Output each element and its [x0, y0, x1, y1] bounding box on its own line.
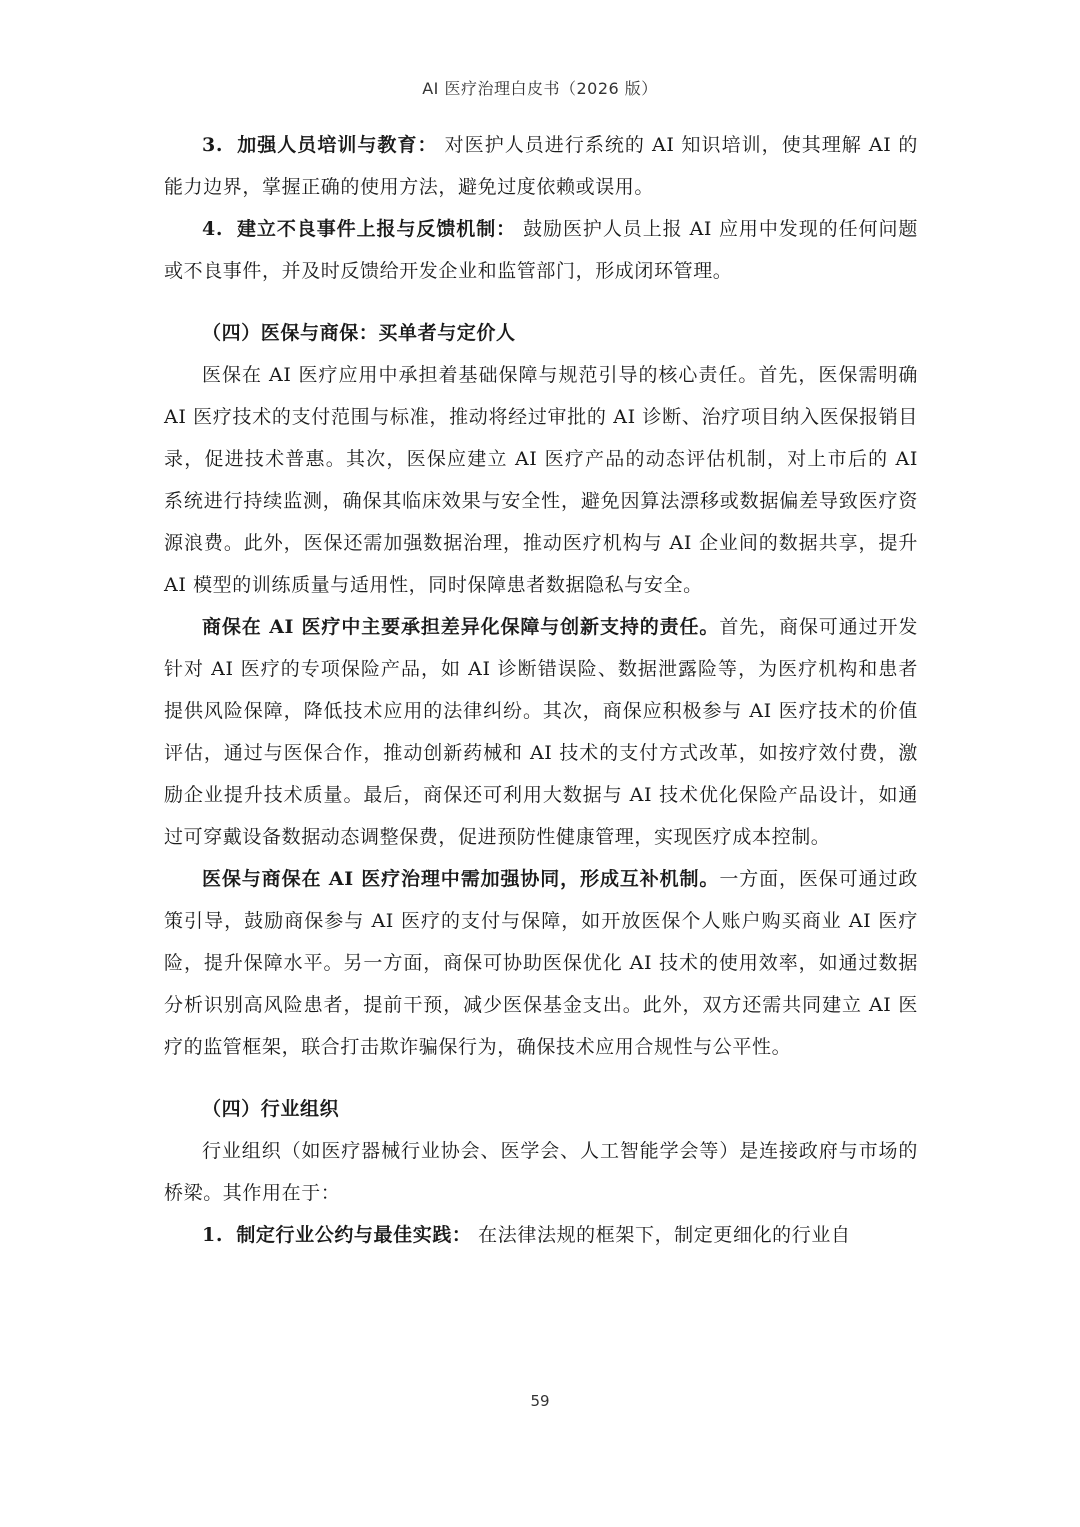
paragraph-text: 首先，商保可通过开发针对 AI 医疗的专项保险产品，如 AI 诊断错误险、数据泄露险等，为医疗机构和患者提供风险保障，降低技术应用的法律纠纷。其次，商保应积极参与 AI 医疗技术的价值评估，通过与医保合作，推动创新药械和 AI 技术的支付方式改革，如按疗效付费，激励企业提升技术质量。最后，商保还可利用大数据与 AI 技术优化保险产品设计，如通过可穿戴设备数据动态调整保费，促进预防性健康管理，实现医疗成本控制。: [164, 616, 918, 848]
section-heading-industry: （四）行业组织: [202, 1098, 340, 1120]
list-item-industry-conventions: [164, 1214, 918, 1256]
paragraph-insurance-collaboration: [164, 858, 918, 1068]
list-item-title: 建立不良事件上报与反馈机制：: [237, 218, 517, 240]
section-spacer: [164, 1068, 918, 1088]
list-item-training: [164, 124, 918, 208]
running-header: AI 医疗治理白皮书（2026 版）: [422, 79, 658, 98]
paragraph-lead: 商保在 AI 医疗中主要承担差异化保障与创新支持的责任。: [202, 616, 720, 638]
list-item-number: 3.: [202, 134, 224, 156]
list-item-number: 4.: [202, 218, 224, 240]
section-spacer: [164, 292, 918, 312]
list-item-adverse-events: [164, 208, 918, 292]
list-item-title: 制定行业公约与最佳实践：: [236, 1224, 472, 1246]
page-number: 59: [530, 1392, 550, 1410]
paragraph-lead: 医保与商保在 AI 医疗治理中需加强协同，形成互补机制。: [202, 868, 720, 890]
paragraph-text: 一方面，医保可通过政策引导，鼓励商保参与 AI 医疗的支付与保障，如开放医保个人账户购买商业 AI 医疗险，提升保障水平。另一方面，商保可协助医保优化 AI 技术的使用效率，如通过数据分析识别高风险患者，提前干预，减少医保基金支出。此外，双方还需共同建立 AI 医疗的监管框架，联合打击欺诈骗保行为，确保技术应用合规性与公平性。: [164, 868, 918, 1058]
paragraph-medical-insurance: 医保在 AI 医疗应用中承担着基础保障与规范引导的核心责任。首先，医保需明确 AI 医疗技术的支付范围与标准，推动将经过审批的 AI 诊断、治疗项目纳入医保报销目录，促进技术普惠。其次，医保应建立 AI 医疗产品的动态评估机制，对上市后的 AI 系统进行持续监测，确保其临床效果与安全性，避免因算法漂移或数据偏差导致医疗资源浪费。此外，医保还需加强数据治理，推动医疗机构与 AI 企业间的数据共享，提升 AI 模型的训练质量与适用性，同时保障患者数据隐私与安全。: [164, 364, 918, 596]
list-item-text: 在法律法规的框架下，制定更细化的行业自: [478, 1224, 851, 1246]
page-body: [164, 124, 918, 1256]
paragraph-commercial-insurance: [164, 606, 918, 858]
list-item-title: 加强人员培训与教育：: [237, 134, 438, 156]
section-heading-insurance: （四）医保与商保：买单者与定价人: [202, 322, 516, 344]
list-item-number: 1.: [202, 1224, 224, 1246]
list-item-text: 鼓励医护人员上报 AI 应用中发现的任何问题或不良事件，并及时反馈给开发企业和监管部门，形成闭环管理。: [164, 218, 919, 282]
list-item-text: 对医护人员进行系统的 AI 知识培训，使其理解 AI 的能力边界，掌握正确的使用方法，避免过度依赖或误用。: [164, 134, 919, 198]
paragraph-industry: 行业组织（如医疗器械行业协会、医学会、人工智能学会等）是连接政府与市场的桥梁。其作用在于：: [164, 1140, 918, 1204]
